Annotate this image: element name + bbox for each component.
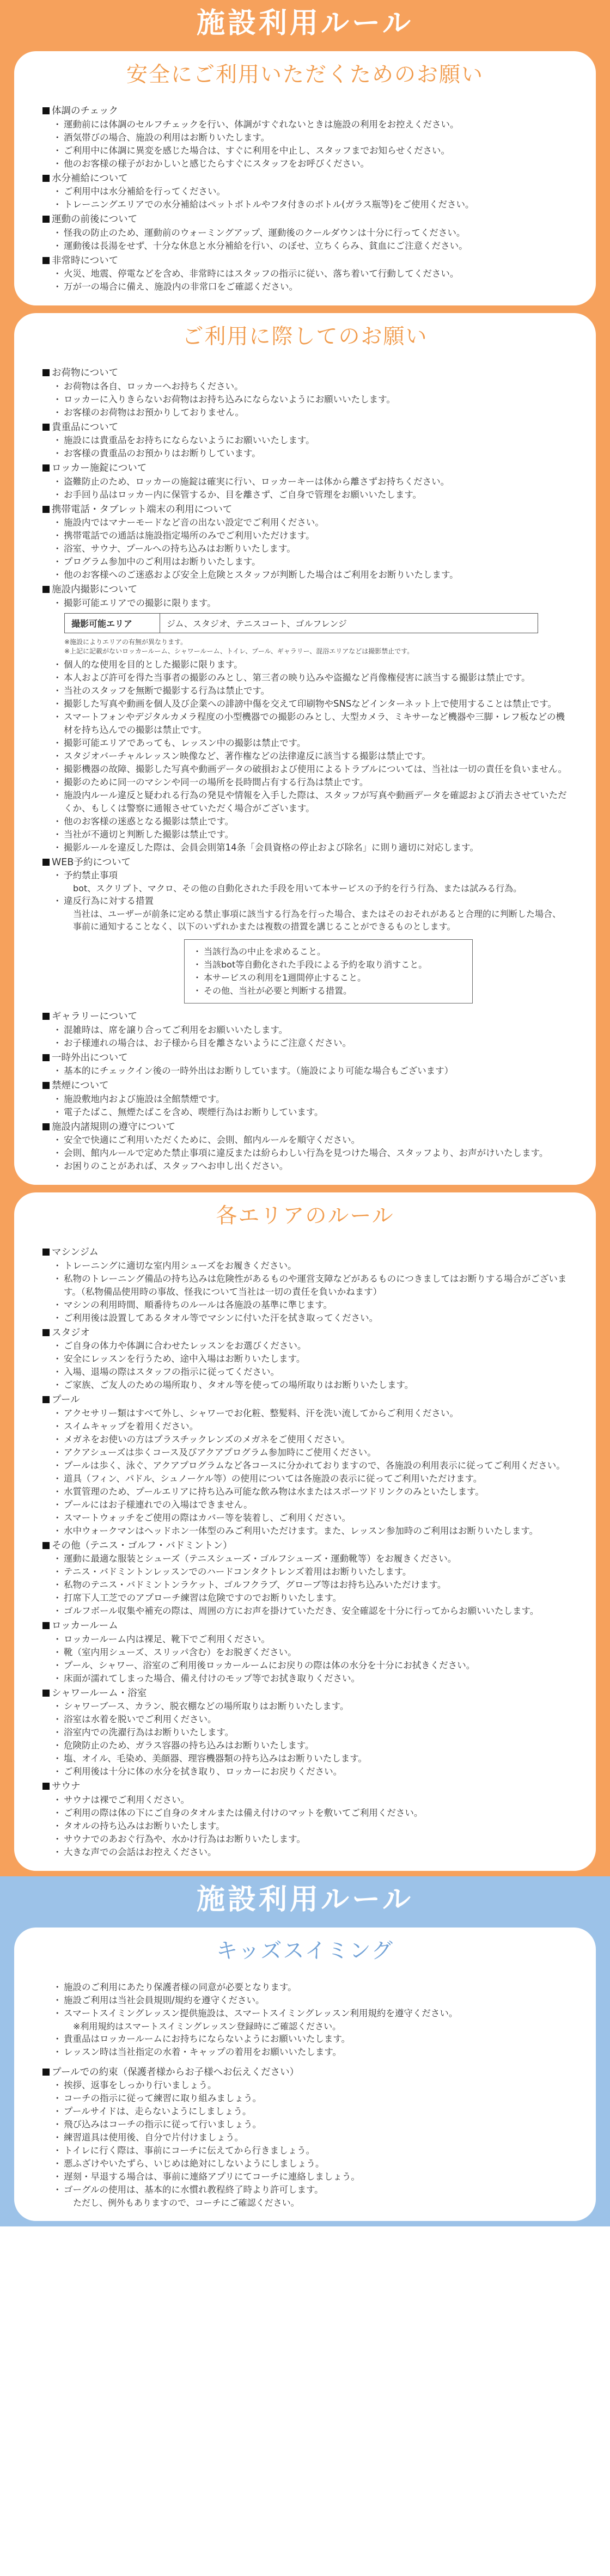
- rule-group-title: プール: [52, 1394, 80, 1405]
- list-item: ・ 他のお客様の様子がおかしいと感じたらすぐにスタッフをお呼びください。: [54, 157, 568, 170]
- rule-items: [42, 516, 568, 582]
- list-item: ・ 当社のスタッフを無断で撮影する行為は禁止です。: [54, 684, 568, 697]
- list-item: ・ 万が一の場合に備え、施設内の非常口をご確認ください。: [54, 280, 568, 293]
- rule-items: [42, 380, 568, 419]
- square-bullet-icon: [42, 2069, 50, 2076]
- list-item: ・ 電子たばこ、無煙たばこを含め、喫煙行為はお断りしています。: [54, 1106, 568, 1119]
- usage-title: ご利用に際してのお願い: [182, 325, 428, 349]
- square-bullet-icon: [42, 1054, 50, 1061]
- list-item: ・ スマートウォッチをご使用の際はカバー等を装着し、ご利用ください。: [54, 1512, 568, 1525]
- list-item: ・ お客様のお荷物はお預かりしておりません。: [54, 406, 568, 419]
- photo-note-2: ※上記に記載がないロッカールーム、シャワールーム、トイレ、プール、ギャラリー、混浴エリアなどは撮影禁止です。: [64, 647, 414, 655]
- usage-groups-b: [42, 1010, 568, 1173]
- rule-group: [42, 172, 568, 212]
- square-bullet-icon: [42, 257, 50, 264]
- list-item: ・ 携帯電話での通話は施設指定場所のみでご利用いただけます。: [54, 529, 568, 542]
- rule-group: [42, 105, 568, 170]
- rule-items: [42, 1093, 568, 1119]
- rule-group-title: シャワールーム・浴室: [52, 1687, 147, 1699]
- list-item: ・ 撮影のために同一のマシンや同一の場所を長時間占有する行為は禁止です。: [54, 776, 568, 789]
- list-item: ・ 当該行為の中止を求めること。: [194, 945, 465, 958]
- square-bullet-icon: [42, 1542, 50, 1549]
- list-item: ・ 靴（室内用シューズ、スリッパ含む）をお脱ぎください。: [54, 1646, 568, 1659]
- page-blue-band: [0, 1876, 610, 2227]
- list-item: ・ ご利用後は設置してあるタオル等でマシンに付いた汗を拭き取ってください。: [54, 1312, 568, 1325]
- list-item: ・ 床面が濡れてしまった場合、備え付けのモップ等でお拭き取りください。: [54, 1672, 568, 1685]
- list-item: ・ 私物のトレーニング備品の持ち込みは危険性があるものや運営支障などがあるものにつきましてはお断りする場合がございます。（私物備品使用時の事故、怪我について当社は一切の責任を負いかねます）: [54, 1272, 568, 1299]
- list-item: ・ ご利用後は十分に体の水分を拭き取り、ロッカーにお戻りください。: [54, 1765, 568, 1778]
- list-item: ・ ロッカールーム内は裸足、靴下でご利用ください。: [54, 1633, 568, 1646]
- photo-area-head: 撮影可能エリア: [65, 613, 160, 633]
- list-item: ・ 怪我の防止のため、運動前のウォーミングアップ、運動後のクールダウンは十分に行ってください。: [54, 227, 568, 240]
- list-item: ・ 施設敷地内および施設は全館禁煙です。: [54, 1093, 568, 1106]
- rule-group: [42, 1010, 568, 1050]
- list-item: ・ ゴルフボール収集や補充の際は、周囲の方にお声を掛けていただき、安全確認を十分に行ってからお願いいたします。: [54, 1605, 568, 1618]
- list-item: ・ プール、シャワー、浴室のご利用後ロッカールームにお戻りの際は体の水分を十分にお拭きください。: [54, 1659, 568, 1672]
- list-item: [54, 2007, 568, 2033]
- list-item: ・ 基本的にチェックイン後の一時外出はお断りしています。（施設により可能な場合もございます）: [54, 1064, 568, 1078]
- photo-rules: [42, 583, 568, 854]
- list-item: ・ 安全にレッスンを行うため、途中入場はお断りいたします。: [54, 1353, 568, 1366]
- rule-group: [42, 254, 568, 294]
- rule-group-title: 体調のチェック: [52, 106, 118, 117]
- rule-group-title: 禁煙について: [52, 1080, 109, 1091]
- rule-group: [42, 503, 568, 582]
- kids-title: キッズスイミング: [216, 1938, 394, 1963]
- square-bullet-icon: [42, 586, 50, 593]
- rule-group-title: マシンジム: [52, 1247, 99, 1258]
- list-item: ・ スイムキャップを着用ください。: [54, 1420, 568, 1433]
- rule-group-title: サウナ: [52, 1781, 81, 1792]
- rule-items: [42, 1633, 568, 1685]
- safety-title: 安全にご利用いただくためのお願い: [126, 63, 484, 87]
- rule-group: [42, 1780, 568, 1859]
- list-item: ・ 撮影機器の故障、撮影した写真や動画データの破損および使用によるトラブルについては、当社は一切の責任を負いません。: [54, 763, 568, 776]
- rule-group-title: お荷物について: [52, 368, 119, 378]
- list-item: ・ 当該bot等自動化された手段による予約を取り消すこと。: [194, 958, 465, 971]
- area-groups: [42, 1246, 568, 1859]
- photo-area-value: ジム、スタジオ、テニスコート、ゴルフレンジ: [160, 613, 538, 633]
- list-item: ・ プールサイドは、走らないようにしましょう。: [54, 2105, 568, 2118]
- rule-group: [42, 213, 568, 253]
- list-item: ・ サウナでのあおぐ行為や、水かけ行為はお断りいたします。: [54, 1833, 568, 1846]
- square-bullet-icon: [42, 424, 50, 431]
- rule-items: [42, 434, 568, 460]
- list-item: ・ 遅刻・早退する場合は、事前に連絡アプリにてコーチに連絡しましょう。: [54, 2170, 568, 2183]
- list-item: ・ 本サービスの利用を1週間停止すること。: [194, 971, 465, 984]
- list-item: ・ サウナは裸でご利用ください。: [54, 1794, 568, 1807]
- list-item: ・ 施設内ルール違反と疑われる行為の発見や情報を入手した際は、スタッフが写真や動画データを確認および消去させていただくか、もしくは警察に通報させていただく場合がございます。: [54, 789, 568, 815]
- rule-group-title: プールでの約束（保護者様からお子様へお伝えください）: [52, 2066, 300, 2078]
- page-title-2: 施設利用ルール: [197, 1883, 413, 1916]
- list-item: ・ 浴室内での洗濯行為はお断りいたします。: [54, 1726, 568, 1739]
- rule-group: [42, 1121, 568, 1173]
- rule-group-title: その他（テニス・ゴルフ・バドミントン）: [52, 1540, 233, 1551]
- rule-group-title: 施設内諸規則の遵守について: [52, 1121, 176, 1133]
- photo-intro: ・ 撮影可能エリアでの撮影に限ります。: [54, 597, 568, 610]
- list-item-line: ・ スマートスイミングレッスン提供施設は、スマートスイミングレッスン利用規約を遵守ください。: [64, 2008, 458, 2018]
- list-item: ・ 施設のご利用にあたり保護者様の同意が必要となります。: [54, 1981, 568, 1994]
- list-item: ・ 当社が不適切と判断した撮影は禁止です。: [54, 828, 568, 841]
- photo-notes: [42, 635, 568, 658]
- list-item: ・ テニス・バドミントンレッスンでのハードコンタクトレンズ着用はお断りいたします。: [54, 1565, 568, 1578]
- list-item: ・ 貴重品はロッカールームにお持ちにならないようにお願いいたします。: [54, 2033, 568, 2046]
- rule-group-title: 運動の前後について: [52, 214, 138, 225]
- list-item: [54, 2183, 568, 2209]
- list-item: ・ お荷物は各自、ロッカーへお持ちください。: [54, 380, 568, 393]
- list-item-line: ・ ゴーグルの使用は、基本的に水慣れ教程終了時より許可します。: [64, 2185, 324, 2195]
- rule-items: [42, 1134, 568, 1173]
- list-item: ・ 撮影可能エリアであっても、レッスン中の撮影は禁止です。: [54, 737, 568, 750]
- area-card: [14, 1192, 596, 1871]
- rule-items: [42, 2079, 568, 2209]
- rule-group: [42, 462, 568, 501]
- list-item: ・ 大きな声での会話はお控えください。: [54, 1846, 568, 1859]
- square-bullet-icon: [42, 1329, 50, 1336]
- rule-items: [42, 1064, 568, 1078]
- rule-group: [42, 1539, 568, 1618]
- list-item: ・ 水中ウォークマンはヘッドホン一体型のみご利用いただけます。また、レッスン参加時のご利用はお断りいたします。: [54, 1525, 568, 1538]
- page-title: 施設利用ルール: [197, 7, 413, 40]
- kids-groups: [42, 2066, 568, 2210]
- list-item: ・ 危険防止のため、ガラス容器の持ち込みはお断りいたします。: [54, 1739, 568, 1752]
- rule-group-title: 貴重品について: [52, 421, 119, 433]
- list-item: ・ タオルの持ち込みはお断りいたします。: [54, 1820, 568, 1833]
- rule-group: [42, 366, 568, 419]
- web-items: [42, 869, 568, 933]
- square-bullet-icon: [42, 216, 50, 223]
- rule-group-title: 非常時について: [52, 255, 119, 266]
- list-item-line: ただし、例外もありますので、コーチにご確認ください。: [73, 2198, 300, 2208]
- list-item: ・ お子様連れの場合は、お子様から目を離さないようにご注意ください。: [54, 1037, 568, 1050]
- square-bullet-icon: [42, 1082, 50, 1089]
- list-item: ・ コーチの指示に従って練習に取り組みましょう。: [54, 2092, 568, 2105]
- list-item: ・ 酒気帯びの場合、施設の利用はお断りいたします。: [54, 131, 568, 144]
- list-item: ・ 飛び込みはコーチの指示に従って行いましょう。: [54, 2118, 568, 2131]
- square-bullet-icon: [42, 107, 50, 114]
- list-item: ・ 混雑時は、席を譲り合ってご利用をお願いいたします。: [54, 1024, 568, 1037]
- list-item: ・ プールにはお子様連れでの入場はできません。: [54, 1498, 568, 1512]
- rule-items: [42, 267, 568, 293]
- web-measures: [192, 945, 465, 998]
- list-item: ・ ご家族、ご友人のための場所取り、タオル等を使っての場所取りはお断りいたします。: [54, 1379, 568, 1392]
- web-reservation-title: WEB予約について: [52, 856, 131, 868]
- square-bullet-icon: [42, 1013, 50, 1020]
- list-item: ・ 悪ふざけやいたずら、いじめは絶対にしないようにしましょう。: [54, 2157, 568, 2170]
- list-item: ・ 運動後は長湯をせず、十分な休息と水分補給を行い、のぼせ、立ちくらみ、貧血にご注意ください。: [54, 240, 568, 253]
- rule-items: [42, 185, 568, 211]
- rule-group: [42, 1079, 568, 1119]
- rule-items: [42, 475, 568, 501]
- list-item: ・ アクアシューズは歩くコース及びアクアプログラム参加時にご使用ください。: [54, 1446, 568, 1459]
- list-item: ・ お手回り品はロッカー内に保管するか、目を離さず、ご自身で管理をお願いいたします。: [54, 488, 568, 501]
- list-item: ・ プールは歩く、泳ぐ、アクアプログラムなど各コースに分かれておりますので、各施設の利用表示に従ってご利用ください。: [54, 1459, 568, 1472]
- list-item: [54, 869, 568, 895]
- list-item: ・ 他のお客様へのご迷惑および安全上危険とスタッフが判断した場合はご利用をお断りいたします。: [54, 568, 568, 582]
- list-item: ・ 私物のテニス・バドミントンラケット、ゴルフクラブ、グローブ等はお持ち込みいただけます。: [54, 1578, 568, 1592]
- list-item: ・ シャワーブース、カラン、脱衣棚などの場所取りはお断りいたします。: [54, 1700, 568, 1713]
- list-item: ・ 施設内ではマナーモードなど音の出ない設定でご利用ください。: [54, 516, 568, 529]
- list-item: ・ 撮影した写真や動画を個人及び企業への誹謗中傷を交えて印刷物やSNSなどインターネット上で使用することは禁止です。: [54, 697, 568, 711]
- list-item: ・ レッスン時は当社指定の水着・キャップの着用をお願いいたします。: [54, 2046, 568, 2059]
- rule-group-title: ロッカールーム: [52, 1620, 118, 1631]
- rule-items: [42, 1259, 568, 1325]
- rule-group: [42, 1393, 568, 1538]
- list-item: ・ 他のお客様の迷惑となる撮影は禁止です。: [54, 815, 568, 828]
- photo-items: [42, 658, 568, 854]
- list-item: ・ 撮影ルールを違反した際は、会員会則第14条「会員資格の停止および除名」に則り適切に対応します。: [54, 841, 568, 854]
- photo-rules-title: 施設内撮影について: [52, 584, 138, 595]
- kids-card: [14, 1928, 596, 2222]
- list-item: ・ 火災、地震、停電などを含め、非常時にはスタッフの指示に従い、落ち着いて行動してください。: [54, 267, 568, 280]
- list-item: ・ 水質管理のため、プールエリアに持ち込み可能な飲み物は水またはスポーツドリンクのみといたします。: [54, 1485, 568, 1498]
- list-item: ・ 浴室は水着を脱いでご利用ください。: [54, 1713, 568, 1726]
- list-item: ・ 安全で快適にご利用いただくために、会則、館内ルールを順守ください。: [54, 1134, 568, 1147]
- rule-group: [42, 1619, 568, 1685]
- rule-group: [42, 1246, 568, 1325]
- list-item: ・ マシンの利用時間、順番待ちのルールは各施設の基準に準じます。: [54, 1299, 568, 1312]
- list-item: ・ 盗難防止のため、ロッカーの施錠は確実に行い、ロッカーキーは体から離さずお持ちください。: [54, 475, 568, 488]
- rule-items: [42, 1024, 568, 1050]
- list-item: ・ 運動前には体調のセルフチェックを行い、体調がすぐれないときは施設の利用をお控えください。: [54, 118, 568, 131]
- rule-group-title: 水分補給について: [52, 173, 128, 184]
- list-item-line: ・ 違反行為に対する措置: [64, 896, 154, 906]
- list-item: ・ 施設には貴重品をお持ちにならないようにお願いいたします。: [54, 434, 568, 447]
- square-bullet-icon: [42, 1783, 50, 1790]
- kids-items: [42, 1981, 568, 2059]
- rule-items: [42, 1700, 568, 1778]
- rule-items: [42, 1794, 568, 1859]
- square-bullet-icon: [42, 506, 50, 513]
- usage-groups-a: [42, 366, 568, 582]
- list-item: ・ 打席下人工芝でのアプローチ練習は危険ですのでお断りいたします。: [54, 1592, 568, 1605]
- square-bullet-icon: [42, 859, 50, 866]
- rule-items: [42, 1339, 568, 1392]
- photo-note-1: ※施設によりエリアの有無が異なります。: [64, 638, 187, 646]
- list-item: ・ お困りのことがあれば、スタッフへお申し出ください。: [54, 1160, 568, 1173]
- rule-group-title: 一時外出について: [52, 1052, 128, 1063]
- list-item: ・ 運動に最適な服装とシューズ（テニスシューズ・ゴルフシューズ・運動靴等）をお履きください。: [54, 1552, 568, 1565]
- list-item-line: ※利用規約はスマートスイミングレッスン登録時にご確認ください。: [73, 2021, 341, 2032]
- rule-group: [42, 421, 568, 461]
- list-item: ・ トレーニングに適切な室内用シューズをお履きください。: [54, 1259, 568, 1272]
- web-measures-box: [184, 939, 473, 1004]
- square-bullet-icon: [42, 1690, 50, 1697]
- square-bullet-icon: [42, 1123, 50, 1130]
- square-bullet-icon: [42, 464, 50, 472]
- list-item: ・ 浴室、サウナ、プールへの持ち込みはお断りいたします。: [54, 542, 568, 555]
- list-item: ・ ご利用中に体調に異変を感じた場合は、すぐに利用を中止し、スタッフまでお知らせください。: [54, 144, 568, 157]
- list-item: ・ プログラム参加中のご利用はお断りいたします。: [54, 555, 568, 568]
- safety-groups: [42, 105, 568, 293]
- list-item: ・ ご利用の際は体の下にご自身のタオルまたは備え付けのマットを敷いてご利用ください。: [54, 1807, 568, 1820]
- rule-group: [42, 1051, 568, 1078]
- list-item: ・ トイレに行く際は、事前にコーチに伝えてから行きましょう。: [54, 2144, 568, 2157]
- rule-group-title: 携帯電話・タブレット端末の利用について: [52, 504, 233, 515]
- list-item: ・ ご利用中は水分補給を行ってください。: [54, 185, 568, 198]
- rule-group-title: ギャラリーについて: [52, 1011, 138, 1022]
- rule-items: [42, 227, 568, 253]
- list-item: ・ 本人および許可を得た当事者の撮影のみとし、第三者の映り込みや盗撮など肖像権侵害に該当する撮影は禁止です。: [54, 671, 568, 684]
- list-item: ・ ご自身の体力や体調に合わせたレッスンをお選びください。: [54, 1339, 568, 1353]
- list-item-line: 当社は、ユーザーが前条に定める禁止事項に該当する行為を行った場合、またはそのおそれがあると合理的に判断した場合、事前に通知することなく、以下のいずれかまたは複数の措置を講じることができるものとします。: [73, 909, 562, 932]
- photo-area-table: [64, 613, 538, 633]
- list-item: ・ お客様の貴重品のお預かりはお断りしています。: [54, 447, 568, 460]
- rule-items: [42, 118, 568, 170]
- rule-group: [42, 2066, 568, 2210]
- rule-group: [42, 1326, 568, 1392]
- list-item: ・ その他、当社が必要と判断する措置。: [194, 984, 465, 998]
- list-item: ・ 塩、オイル、毛染め、美顔器、理容機器類の持ち込みはお断りいたします。: [54, 1752, 568, 1765]
- list-item: ・ 入場、退場の際はスタッフの指示に従ってください。: [54, 1366, 568, 1379]
- list-item-line: ・ 予約禁止事項: [64, 870, 118, 880]
- square-bullet-icon: [42, 175, 50, 182]
- square-bullet-icon: [42, 1622, 50, 1629]
- list-item: ・ 会則、館内ルールで定めた禁止事項に違反または紛らわしい行為を見つけた場合、スタッフより、お声がけいたします。: [54, 1147, 568, 1160]
- usage-card: [14, 313, 596, 1185]
- rule-group: [42, 1687, 568, 1779]
- list-item: ・ トレーニングエリアでの水分補給はペットボトルやフタ付きのボトル(ガラス瓶等)をご使用ください。: [54, 198, 568, 211]
- list-item: ・ 施設ご利用は当社会員規則/規約を遵守ください。: [54, 1994, 568, 2007]
- list-item: ・ アクセサリー類はすべて外し、シャワーでお化粧、整髪料、汗を洗い流してからご利用ください。: [54, 1407, 568, 1420]
- safety-card: [14, 51, 596, 305]
- list-item: ・ ロッカーに入りきらないお荷物はお持ち込みにならないようにお願いいたします。: [54, 393, 568, 406]
- list-item: ・ スマートフォンやデジタルカメラ程度の小型機器での撮影のみとし、大型カメラ、ミキサーなど機器や三脚・レフ板などの機材を持ち込んでの撮影は禁止です。: [54, 711, 568, 737]
- square-bullet-icon: [42, 1396, 50, 1403]
- rule-group-title: スタジオ: [52, 1327, 90, 1338]
- table-row: [65, 613, 538, 633]
- area-title: 各エリアのルール: [216, 1204, 394, 1228]
- list-item: ・ スタジオバーチャルレッスン映像など、著作権などの法律違反に該当する撮影は禁止です。: [54, 750, 568, 763]
- rule-items: [42, 1552, 568, 1618]
- web-reservation: [42, 856, 568, 1004]
- list-item: ・ メガネをお使いの方はプラスチックレンズのメガネをご使用ください。: [54, 1433, 568, 1446]
- rule-group-title: ロッカー施錠について: [52, 463, 147, 474]
- square-bullet-icon: [42, 1249, 50, 1256]
- list-item-line: bot、スクリプト、マクロ、その他の自動化された手段を用いて本サービスの予約を行う行為、または試みる行為。: [73, 883, 522, 894]
- list-item: ・ 挨拶、返事をしっかり行いましょう。: [54, 2079, 568, 2092]
- list-item: ・ 練習道具は使用後、自分で片付けましょう。: [54, 2131, 568, 2144]
- list-item: ・ 道具（フィン、パドル、シュノーケル等）の使用については各施設の表示に従ってご利用いただけます。: [54, 1472, 568, 1485]
- square-bullet-icon: [42, 369, 50, 376]
- list-item: ・ 個人的な使用を目的とした撮影に限ります。: [54, 658, 568, 671]
- rule-items: [42, 1407, 568, 1538]
- list-item: [54, 895, 568, 933]
